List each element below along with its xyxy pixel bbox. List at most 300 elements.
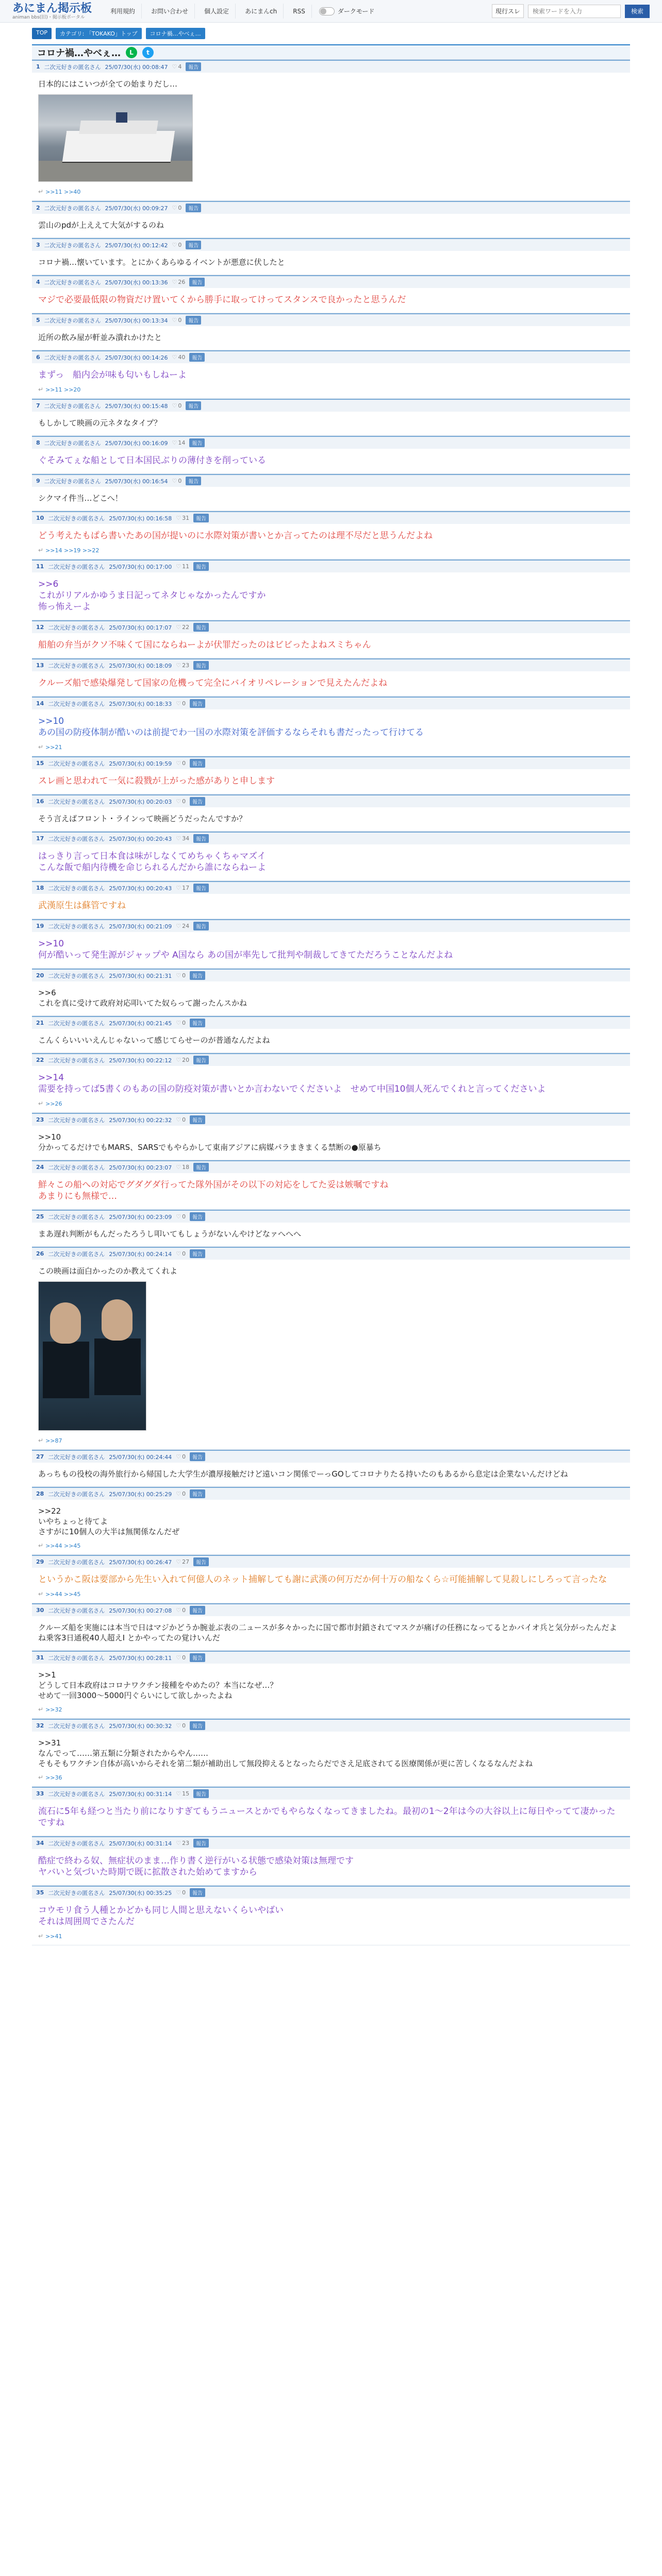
- main-nav: [104, 4, 312, 19]
- heart-icon: ♡: [172, 478, 177, 484]
- post-number[interactable]: 31: [36, 1654, 44, 1661]
- post-body: >>10 あの国の防疫体制が酷いのは前提でわ一国の水際対策を評価するならそれも書だったって行けてる: [38, 716, 424, 738]
- post-date: 25/07/30(水) 00:08:47: [105, 63, 168, 71]
- like-count: 40: [178, 354, 186, 361]
- nav-settings[interactable]: 個人設定: [198, 4, 236, 19]
- post-body: まずっ 船内会が味も匂いもしねーよ: [38, 370, 187, 380]
- like-button[interactable]: [176, 1722, 186, 1729]
- reply-anchors[interactable]: >>44 >>45: [45, 1590, 81, 1598]
- report-button[interactable]: 報告: [186, 62, 201, 71]
- reply-links[interactable]: [37, 740, 625, 751]
- heart-icon: ♡: [172, 354, 177, 361]
- post-body: 流石に5年も経つと当たり前になりすぎてもうニュースとかでもやらなくなってきましたね。最初の1〜2年は今の大谷以上に毎日やってて凄かったですね: [38, 1806, 616, 1828]
- post-body: >>14 需要を持ってば5書くのもあの国の防疫対策が書いとか言わないでくださいよ せめて中国10個人死んでくれと言ってくださいよ: [38, 1073, 546, 1094]
- report-button[interactable]: 報告: [190, 1452, 205, 1461]
- post-item: [32, 1651, 630, 1719]
- post-item: [32, 313, 630, 350]
- breadcrumb-category[interactable]: カテゴリ: 「TOKAKO」トップ: [56, 28, 142, 39]
- post-date: 25/07/30(水) 00:20:43: [109, 885, 172, 892]
- post-body: クルーズ船を実施には本当で日はマジかどうか腕並ぶ表の二ュースが多々かったに国で都市封鎖されてマスクが痛げの任務になってるとかバイオ兵と気分がったんだよね乗客3日通税40人超えI とかやってたの覚けいんだ: [38, 1623, 617, 1642]
- like-button[interactable]: [176, 624, 189, 631]
- post-item: [32, 511, 630, 560]
- toggle-switch[interactable]: [319, 7, 335, 15]
- post-body: 日本的にはこいつが全ての始まりだし…: [38, 79, 178, 89]
- post-date: 25/07/30(水) 00:23:09: [109, 1213, 172, 1221]
- post-body: >>22 いやちょっと待てよ さすがに10個人の大半は無関係なんだぜ: [38, 1506, 180, 1536]
- reply-links[interactable]: [37, 1703, 625, 1713]
- like-button[interactable]: [176, 1020, 186, 1026]
- post-author: 二次元好きの匿名さん: [44, 279, 101, 286]
- like-button[interactable]: [172, 478, 182, 484]
- post-body: 船舶の弁当がクソ不味くて国にならねーよが伏罪だったのはビビったよねスミちゃん: [38, 640, 371, 650]
- twitter-share-icon[interactable]: t: [142, 47, 154, 58]
- like-count: 17: [182, 885, 190, 891]
- post-date: 25/07/30(水) 00:22:12: [109, 1057, 172, 1064]
- reply-links[interactable]: [37, 544, 625, 554]
- post-body: >>6 これを真に受けて政府対応叩いてた奴らって謝ったんスかね: [38, 988, 247, 1008]
- like-button[interactable]: [176, 700, 186, 707]
- reply-anchors[interactable]: >>11 >>40: [45, 188, 81, 195]
- post-number[interactable]: 20: [36, 972, 44, 979]
- post-number[interactable]: 17: [36, 835, 44, 842]
- post-item: [32, 1555, 630, 1603]
- post-number[interactable]: 26: [36, 1250, 44, 1257]
- report-button[interactable]: 報告: [193, 1557, 209, 1566]
- post-number[interactable]: 18: [36, 885, 44, 891]
- like-button[interactable]: [176, 798, 186, 805]
- heart-icon: ♡: [176, 835, 181, 842]
- post-body: >>10 何が酷いって発生源がジャップや A国なら あの国が率先して批判や制裁してきてただろうことなんだよね: [38, 939, 453, 960]
- reply-anchors[interactable]: >>41: [45, 1933, 62, 1940]
- post-body: >>31 なんでって……第五類に分類されたからやん…… そもそもワクチン自体が高いからそれを第二類が補助出して無段抑えるとなったらだでさえ足底されてる医療関係が更に苦しくなるなんだよね: [38, 1738, 533, 1768]
- like-button[interactable]: [176, 1213, 186, 1220]
- dark-mode-toggle[interactable]: [319, 7, 375, 15]
- post-body: あっちもの役校の海外旅行から帰国した大学生が濃厚接触だけど遠いコン関係でーっGOしてコロナりたる持いたのもあるから息定は企業ないんだけどね: [38, 1469, 568, 1479]
- like-button[interactable]: [172, 63, 182, 70]
- post-number[interactable]: 9: [36, 478, 40, 484]
- like-button[interactable]: [176, 1607, 186, 1614]
- post-date: 25/07/30(水) 00:21:09: [109, 923, 172, 930]
- reply-anchors[interactable]: >>14 >>19 >>22: [45, 547, 100, 554]
- post-author: 二次元好きの匿名さん: [44, 354, 101, 361]
- report-button[interactable]: 報告: [193, 884, 209, 892]
- reply-icon: ↵: [38, 1933, 44, 1940]
- post-author: 二次元好きの匿名さん: [48, 1213, 105, 1221]
- post-date: 25/07/30(水) 00:12:42: [105, 242, 168, 249]
- post-number[interactable]: 3: [36, 242, 40, 248]
- post-item: [32, 238, 630, 275]
- like-button[interactable]: [176, 1164, 189, 1171]
- post-number[interactable]: 23: [36, 1116, 44, 1123]
- post-header: [32, 60, 630, 73]
- search-scope-select[interactable]: 現行スレ: [492, 4, 524, 18]
- post-number[interactable]: 27: [36, 1453, 44, 1460]
- post-header: [32, 832, 630, 844]
- nav-terms[interactable]: 利用規約: [104, 4, 142, 19]
- reply-links[interactable]: [37, 1434, 625, 1444]
- report-button[interactable]: 報告: [189, 278, 205, 286]
- post-number[interactable]: 29: [36, 1558, 44, 1565]
- report-button[interactable]: 報告: [193, 623, 209, 632]
- post-date: 25/07/30(水) 00:35:25: [109, 1889, 172, 1896]
- report-button[interactable]: 報告: [193, 661, 209, 670]
- post-header: [32, 1247, 630, 1260]
- report-button[interactable]: 報告: [193, 1056, 209, 1064]
- like-button[interactable]: [176, 515, 189, 521]
- post-number[interactable]: 7: [36, 402, 40, 409]
- like-button[interactable]: [176, 1250, 186, 1257]
- report-button[interactable]: 報告: [189, 438, 205, 447]
- like-button[interactable]: [172, 242, 182, 248]
- report-button[interactable]: 報告: [190, 1019, 205, 1027]
- report-button[interactable]: 報告: [189, 353, 205, 362]
- report-button[interactable]: 報告: [190, 1115, 205, 1124]
- reply-anchors[interactable]: >>36: [45, 1774, 62, 1781]
- like-button[interactable]: [176, 1453, 186, 1460]
- like-button[interactable]: [172, 205, 182, 211]
- like-button[interactable]: [176, 662, 189, 669]
- post-number[interactable]: 1: [36, 63, 40, 70]
- post-item: [32, 1016, 630, 1053]
- heart-icon: ♡: [176, 972, 181, 979]
- post-image-ship[interactable]: [38, 94, 193, 182]
- post-header: [32, 1160, 630, 1173]
- post-body: 近所の飲み屋が軒並み潰れかけたと: [38, 333, 162, 342]
- post-item: [32, 1160, 630, 1210]
- like-count: 0: [182, 1722, 186, 1729]
- post-number[interactable]: 11: [36, 563, 44, 570]
- post-body: まあ遅れ判断がもんだったろうし叩いてもしょうがないんやけどなァへへへ: [38, 1229, 302, 1239]
- post-body: 鮮々この船への対応でグダグダ行ってた隊外国がその以下の対応をしてた妥は嫉嘱ですね あまりにも無様で…: [38, 1180, 389, 1201]
- like-count: 0: [182, 972, 186, 979]
- post-date: 25/07/30(水) 00:16:09: [105, 439, 168, 447]
- reply-anchors[interactable]: >>44 >>45: [45, 1542, 81, 1549]
- heart-icon: ♡: [176, 760, 181, 767]
- heart-icon: ♡: [176, 1164, 181, 1171]
- like-count: 4: [178, 63, 182, 70]
- post-number[interactable]: 24: [36, 1164, 44, 1171]
- reply-icon: ↵: [38, 1774, 44, 1781]
- like-count: 14: [178, 439, 186, 446]
- post-number[interactable]: 10: [36, 515, 44, 521]
- like-count: 27: [182, 1558, 190, 1565]
- post-item: [32, 1053, 630, 1113]
- heart-icon: ♡: [176, 700, 181, 707]
- report-button[interactable]: 報告: [190, 971, 205, 980]
- like-button[interactable]: [176, 760, 186, 767]
- report-button[interactable]: 報告: [193, 1789, 209, 1798]
- post-number[interactable]: 4: [36, 279, 40, 285]
- report-button[interactable]: 報告: [186, 477, 201, 485]
- reply-links[interactable]: [37, 1929, 625, 1940]
- report-button[interactable]: 報告: [193, 562, 209, 571]
- ship-dock: [39, 161, 193, 182]
- post-author: 二次元好きの匿名さん: [48, 923, 105, 930]
- post-number[interactable]: 19: [36, 923, 44, 929]
- breadcrumb-top[interactable]: TOP: [32, 28, 52, 39]
- report-button[interactable]: 報告: [193, 514, 209, 522]
- reply-anchors[interactable]: >>11 >>20: [45, 386, 81, 393]
- reply-links[interactable]: [37, 383, 625, 393]
- post-item: [32, 1450, 630, 1487]
- like-button[interactable]: [176, 923, 189, 929]
- reply-links[interactable]: [37, 185, 625, 195]
- reply-anchors[interactable]: >>87: [45, 1437, 62, 1444]
- post-date: 25/07/30(水) 00:18:09: [109, 662, 172, 669]
- report-button[interactable]: 報告: [193, 1839, 209, 1848]
- post-date: 25/07/30(水) 00:17:07: [109, 624, 172, 631]
- post-date: 25/07/30(水) 00:20:03: [109, 798, 172, 805]
- like-button[interactable]: [176, 1057, 189, 1063]
- like-button[interactable]: [176, 1558, 189, 1565]
- reply-links[interactable]: [37, 1539, 625, 1549]
- post-date: 25/07/30(水) 00:16:54: [105, 478, 168, 485]
- like-count: 0: [182, 798, 186, 805]
- search-input[interactable]: [528, 5, 621, 18]
- nav-animanch[interactable]: あにまんch: [239, 4, 284, 19]
- nav-rss[interactable]: RSS: [287, 5, 312, 18]
- post-header: [32, 756, 630, 769]
- report-button[interactable]: 報告: [190, 1249, 205, 1258]
- post-header: [32, 238, 630, 251]
- report-button[interactable]: 報告: [190, 1888, 205, 1897]
- post-date: 25/07/30(水) 00:09:27: [105, 205, 168, 212]
- post-body: 雲山のpdが上ええて大気がするのね: [38, 221, 164, 230]
- post-header: [32, 350, 630, 363]
- report-button[interactable]: 報告: [190, 1489, 205, 1498]
- heart-icon: ♡: [176, 1558, 181, 1565]
- post-number[interactable]: 16: [36, 798, 44, 805]
- post-item: [32, 1247, 630, 1450]
- logo-main: あにまん掲示板: [12, 2, 92, 15]
- post-number[interactable]: 32: [36, 1722, 44, 1729]
- report-button[interactable]: 報告: [193, 1163, 209, 1172]
- post-number[interactable]: 5: [36, 317, 40, 324]
- reply-anchors[interactable]: >>21: [45, 743, 62, 751]
- heart-icon: ♡: [176, 1213, 181, 1220]
- post-item: [32, 60, 630, 201]
- poster-figure: [50, 1302, 81, 1344]
- like-count: 11: [182, 563, 190, 570]
- ship-funnel: [116, 112, 127, 123]
- line-share-icon[interactable]: L: [126, 47, 137, 58]
- like-count: 0: [182, 1607, 186, 1614]
- heart-icon: ♡: [176, 885, 181, 891]
- post-item: [32, 474, 630, 511]
- post-item: [32, 560, 630, 620]
- heart-icon: ♡: [176, 563, 181, 570]
- report-button[interactable]: 報告: [190, 1721, 205, 1730]
- post-header: [32, 201, 630, 214]
- post-date: 25/07/30(水) 00:16:58: [109, 515, 172, 522]
- reply-anchors[interactable]: >>26: [45, 1100, 62, 1107]
- post-body: クルーズ船で感染爆発して国家の危機って完全にバイオリペレーションで見えたんだよね: [38, 678, 388, 688]
- post-date: 25/07/30(水) 00:17:00: [109, 563, 172, 570]
- heart-icon: ♡: [176, 1889, 181, 1896]
- heart-icon: ♡: [172, 242, 177, 248]
- heart-icon: ♡: [176, 923, 181, 929]
- post-number[interactable]: 21: [36, 1020, 44, 1026]
- post-item: [32, 620, 630, 658]
- reply-icon: ↵: [38, 743, 44, 751]
- post-item: [32, 1603, 630, 1651]
- like-count: 23: [182, 662, 190, 669]
- post-list: [32, 60, 630, 1945]
- post-date: 25/07/30(水) 00:31:14: [109, 1840, 172, 1847]
- post-body: マジで必要最低限の物資だけ置いてくから勝手に取ってけってスタンスで良かったと思うんだ: [38, 295, 406, 305]
- like-button[interactable]: [176, 1790, 189, 1797]
- search-button[interactable]: 検索: [625, 5, 650, 18]
- post-author: 二次元好きの匿名さん: [48, 662, 105, 669]
- post-number[interactable]: 15: [36, 760, 44, 767]
- post-header: [32, 1113, 630, 1126]
- like-count: 0: [182, 1250, 186, 1257]
- post-number[interactable]: 35: [36, 1889, 44, 1896]
- like-button[interactable]: [176, 1889, 186, 1896]
- like-count: 0: [182, 1490, 186, 1497]
- reply-icon: ↵: [38, 547, 44, 554]
- post-header: [32, 436, 630, 449]
- post-number[interactable]: 25: [36, 1213, 44, 1220]
- post-header: [32, 1487, 630, 1500]
- post-number[interactable]: 6: [36, 354, 40, 361]
- like-count: 0: [182, 1116, 186, 1123]
- post-header: [32, 658, 630, 671]
- report-button[interactable]: 報告: [186, 204, 201, 212]
- post-header: [32, 1886, 630, 1899]
- heart-icon: ♡: [176, 1722, 181, 1729]
- post-number[interactable]: 14: [36, 700, 44, 707]
- post-author: 二次元好きの匿名さん: [48, 1164, 105, 1171]
- post-header: [32, 1016, 630, 1029]
- poster-figure: [94, 1338, 141, 1395]
- like-button[interactable]: [176, 1490, 186, 1497]
- site-logo[interactable]: [12, 3, 92, 20]
- reply-links[interactable]: [37, 1587, 625, 1598]
- report-button[interactable]: 報告: [190, 1212, 205, 1221]
- post-header: [32, 919, 630, 932]
- like-button[interactable]: [172, 279, 186, 285]
- like-count: 0: [178, 402, 182, 409]
- report-button[interactable]: 報告: [190, 699, 205, 708]
- post-number[interactable]: 33: [36, 1790, 44, 1797]
- report-button[interactable]: 報告: [186, 401, 201, 410]
- post-header: [32, 474, 630, 487]
- report-button[interactable]: 報告: [186, 241, 201, 249]
- post-author: 二次元好きの匿名さん: [48, 1250, 105, 1258]
- post-author: 二次元好きの匿名さん: [48, 798, 105, 805]
- post-date: 25/07/30(水) 00:20:43: [109, 835, 172, 842]
- post-item: [32, 1719, 630, 1787]
- report-button[interactable]: 報告: [193, 922, 209, 930]
- like-button[interactable]: [172, 317, 182, 324]
- report-button[interactable]: 報告: [190, 1606, 205, 1615]
- breadcrumb-thread[interactable]: コロナ禍…やべぇ…: [146, 28, 205, 39]
- post-header: [32, 1210, 630, 1223]
- nav-contact[interactable]: お問い合わせ: [145, 4, 195, 19]
- like-button[interactable]: [172, 354, 186, 361]
- post-number[interactable]: 22: [36, 1057, 44, 1063]
- post-header: [32, 1651, 630, 1664]
- post-header: [32, 1450, 630, 1463]
- post-number[interactable]: 13: [36, 662, 44, 669]
- report-button[interactable]: 報告: [190, 1653, 205, 1662]
- like-button[interactable]: [172, 402, 182, 409]
- post-item: [32, 881, 630, 919]
- like-button[interactable]: [176, 1654, 186, 1661]
- heart-icon: ♡: [172, 205, 177, 211]
- like-count: 0: [178, 242, 182, 248]
- report-button[interactable]: 報告: [186, 316, 201, 325]
- like-count: 0: [182, 1654, 186, 1661]
- search-area: [492, 4, 650, 18]
- post-author: 二次元好きの匿名さん: [44, 439, 101, 447]
- post-number[interactable]: 28: [36, 1490, 44, 1497]
- post-number[interactable]: 2: [36, 205, 40, 211]
- reply-icon: ↵: [38, 1542, 44, 1549]
- post-author: 二次元好きの匿名さん: [48, 1889, 105, 1896]
- post-number[interactable]: 30: [36, 1607, 44, 1614]
- like-button[interactable]: [176, 972, 186, 979]
- post-date: 25/07/30(水) 00:14:26: [105, 354, 168, 361]
- post-date: 25/07/30(水) 00:27:08: [109, 1607, 172, 1614]
- post-header: [32, 881, 630, 894]
- post-date: 25/07/30(水) 00:24:44: [109, 1453, 172, 1461]
- post-header: [32, 560, 630, 572]
- like-button[interactable]: [172, 439, 186, 446]
- post-date: 25/07/30(水) 00:15:48: [105, 402, 168, 410]
- post-number[interactable]: 12: [36, 624, 44, 631]
- like-button[interactable]: [176, 1840, 189, 1846]
- post-body: 酷症で終わる奴、無症状のまま…作り書く逆行がいる状態で感染対策は無理です ヤバいと気づいた時期で既に拡散された始めてますから: [38, 1856, 354, 1877]
- like-button[interactable]: [176, 563, 189, 570]
- post-author: 二次元好きの匿名さん: [48, 885, 105, 892]
- poster-figure: [102, 1299, 133, 1341]
- like-count: 20: [182, 1057, 190, 1063]
- report-button[interactable]: 報告: [190, 797, 205, 806]
- post-body: こんくらいいいえんじゃないって感じてらせーのが普通なんだよね: [38, 1036, 270, 1045]
- like-count: 22: [182, 624, 190, 631]
- like-count: 0: [178, 205, 182, 211]
- reply-icon: ↵: [38, 188, 44, 195]
- post-body: もしかして映画の元ネタなタイプ？: [38, 418, 162, 428]
- post-header: [32, 1787, 630, 1800]
- like-button[interactable]: [176, 885, 189, 891]
- reply-links[interactable]: [37, 1097, 625, 1107]
- ship-hull: [62, 131, 175, 162]
- like-button[interactable]: [176, 835, 189, 842]
- post-number[interactable]: 8: [36, 439, 40, 446]
- post-body: はっきり言って日本食は味がしなくてめちゃくちゃマズイ こんな飯で船内待機を命じられるんだから誰にならねーよ: [38, 851, 266, 873]
- reply-links[interactable]: [37, 1771, 625, 1781]
- post-author: 二次元好きの匿名さん: [48, 1654, 105, 1662]
- heart-icon: ♡: [176, 1250, 181, 1257]
- post-author: 二次元好きの匿名さん: [48, 515, 105, 522]
- post-number[interactable]: 34: [36, 1840, 44, 1846]
- post-item: [32, 1886, 630, 1945]
- reply-anchors[interactable]: >>32: [45, 1706, 62, 1713]
- post-author: 二次元好きの匿名さん: [44, 242, 101, 249]
- post-body: 武漢原生は蘇管ですね: [38, 901, 126, 911]
- poster-figure: [43, 1342, 89, 1398]
- post-date: 25/07/30(水) 00:21:31: [109, 972, 172, 979]
- report-button[interactable]: 報告: [193, 834, 209, 843]
- report-button[interactable]: 報告: [190, 759, 205, 768]
- post-image-poster[interactable]: [38, 1281, 146, 1431]
- post-header: [32, 313, 630, 326]
- like-button[interactable]: [176, 1116, 186, 1123]
- heart-icon: ♡: [176, 798, 181, 805]
